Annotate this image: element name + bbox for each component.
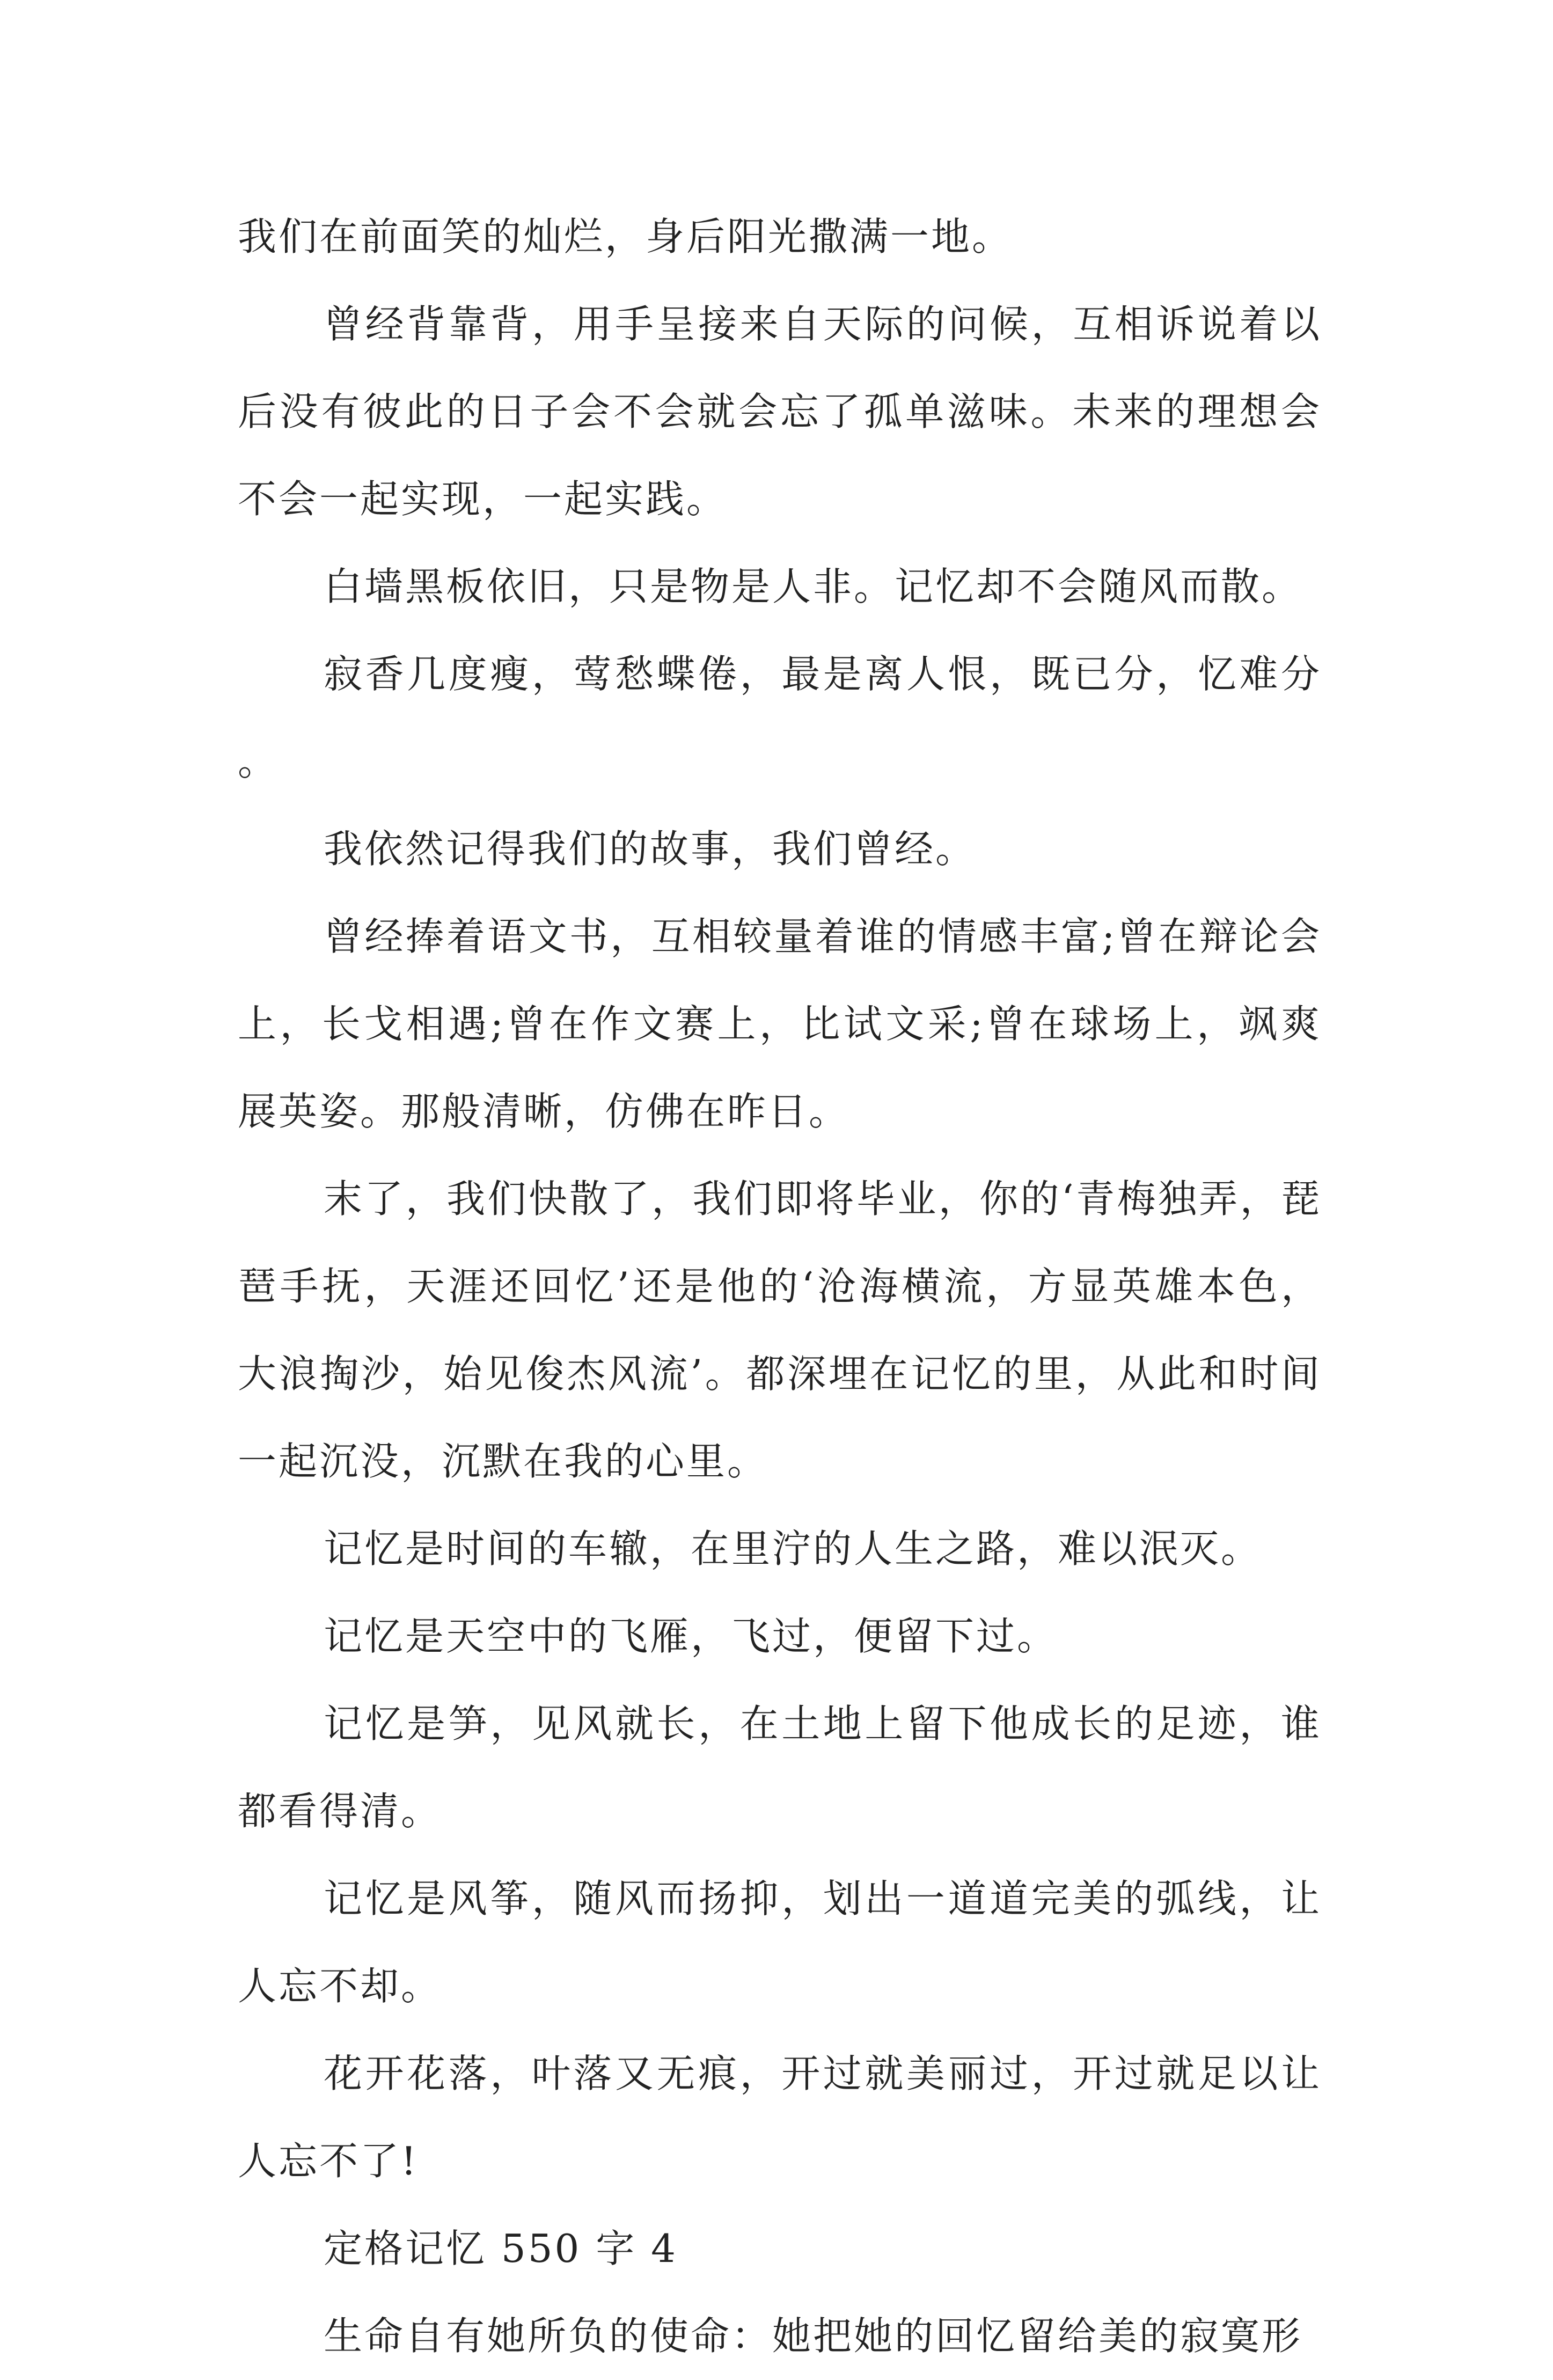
paragraph: 定格记忆 550 字 4 [324, 2226, 678, 2271]
paragraph: 曾经捧着语文书，互相较量着谁的情感丰富;曾在辩论会上，长戈相遇;曾在作文赛上，比试文采;曾在球场上，飒爽展英姿。那般清晰，仿佛在昨日。 [238, 914, 1322, 1134]
paragraph: 我依然记得我们的故事，我们曾经。 [324, 826, 977, 872]
paragraph: 曾经背靠背，用手呈接来自天际的问候，互相诉说着以后没有彼此的日子会不会就会忘了孤单滋味。未来的理想会不会一起实现，一起实践。 [238, 302, 1322, 522]
paragraph: 记忆是天空中的飞雁，飞过，便留下过。 [324, 1614, 1058, 1659]
paragraph: 花开花落，叶落又无痕，开过就美丽过，开过就足以让人忘不了! [238, 2051, 1322, 2184]
document-body [238, 193, 1322, 2380]
paragraph: 记忆是笋，见风就长，在土地上留下他成长的足迹，谁都看得清。 [238, 1701, 1322, 1834]
paragraph: 记忆是时间的车辙，在里泞的人生之路，难以泯灭。 [324, 1526, 1262, 1571]
paragraph: 末了，我们快散了，我们即将毕业，你的‘青梅独弄，琵琶手抚，天涯还回忆’还是他的‘沧海横流，方显英雄本色，大浪掏沙，始见俊杰风流’。都深埋在记忆的里，从此和时间一起沉没，沉默在我的心里。 [238, 1176, 1322, 1484]
paragraph: 白墙黑板依旧，只是物是人非。记忆却不会随风而散。 [324, 564, 1303, 609]
paragraph: 我们在前面笑的灿烂，身后阳光撒满一地。 [238, 214, 1013, 259]
paragraph: 生命自有她所负的使命：她把她的回忆留给美的寂寞形 [324, 2313, 1303, 2359]
paragraph: 记忆是风筝，随风而扬抑，划出一道道完美的弧线，让人忘不却。 [238, 1876, 1322, 2009]
paragraph: 寂香几度瘦，莺愁蝶倦，最是离人恨，既已分，忆难分。 [238, 651, 1322, 784]
